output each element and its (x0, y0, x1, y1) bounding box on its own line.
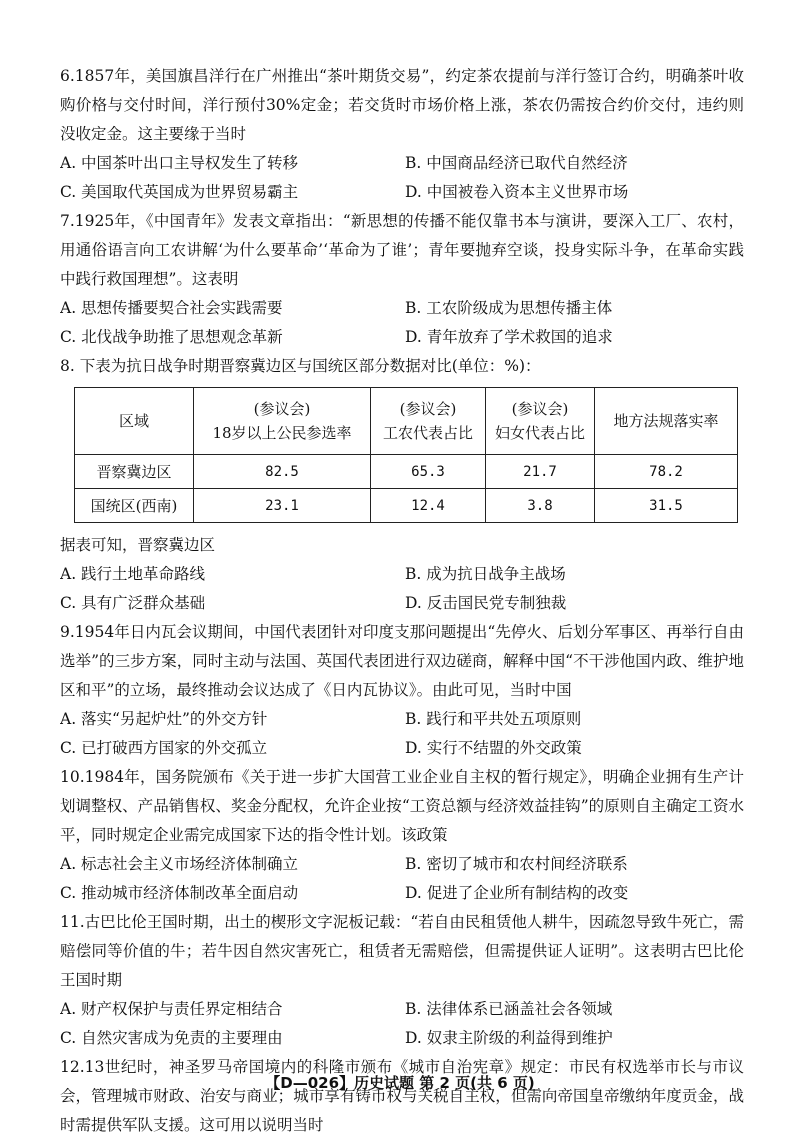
table-cell: 31.5 (595, 489, 738, 523)
option-d[interactable]: D. 中国被卷入资本主义世界市场 (405, 183, 629, 201)
options (60, 149, 744, 207)
options (60, 560, 744, 618)
options (60, 705, 744, 763)
table-cell-region: 国统区(西南) (75, 489, 194, 523)
option-c[interactable]: C. 自然灾害成为免责的主要理由 (60, 1029, 283, 1047)
question-stem: 7.1925年，《中国青年》发表文章指出：“新思想的传播不能仅靠书本与演讲，要深入工厂、农村，用通俗语言向工农讲解‘为什么要革命’‘革命为了谁’；青年要抛弃空谈，投身实际斗争，在革命实践中践行救国理想”。这表明 (60, 212, 744, 288)
table-header-row (75, 388, 738, 455)
question-stem: 9.1954年日内瓦会议期间，中国代表团针对印度支那问题提出“先停火、后划分军事区、再举行自由选举”的三步方案，同时主动与法国、英国代表团进行双边磋商，解释中国“不干涉他国内政、维护地区和平”的立场，最终推动会议达成了《日内瓦协议》。由此可见，当时中国 (60, 623, 744, 699)
page-footer: 【D—026】历史试题 第 2 页(共 6 页) (265, 1074, 535, 1092)
option-c[interactable]: C. 美国取代英国成为世界贸易霸主 (60, 183, 299, 201)
question-10 (60, 763, 744, 908)
question-12 (60, 1053, 744, 1140)
option-a[interactable]: A. 标志社会主义市场经济体制确立 (60, 855, 299, 873)
table-row (75, 455, 738, 489)
data-table (74, 387, 738, 523)
table-header-cell: (参议会) 妇女代表占比 (486, 388, 595, 455)
option-d[interactable]: D. 奴隶主阶级的利益得到维护 (405, 1029, 613, 1047)
table-cell: 3.8 (486, 489, 595, 523)
question-8 (60, 352, 744, 618)
question-stem: 12.13世纪时，神圣罗马帝国境内的科隆市颁布《城市自治宪章》规定：市民有权选举市长与市议会，管理城市财政、治安与商业；城市享有铸币权与关税自主权，但需向帝国皇帝缴纳年度贡金，战时需提供军队支援。这可用以说明当时 (60, 1058, 744, 1134)
table-cell-region: 晋察冀边区 (75, 455, 194, 489)
question-stem: 6.1857年，美国旗昌洋行在广州推出“茶叶期货交易”，约定茶农提前与洋行签订合约，明确茶叶收购价格与交付时间，洋行预付30%定金；若交货时市场价格上涨，茶农仍需按合约价交付，违约则没收定金。这主要缘于当时 (60, 67, 744, 143)
question-stem: 10.1984年，国务院颁布《关于进一步扩大国营工业企业自主权的暂行规定》，明确企业拥有生产计划调整权、产品销售权、奖金分配权，允许企业按“工资总额与经济效益挂钩”的原则自主确定工资水平，同时规定企业需完成国家下达的指令性计划。该政策 (60, 768, 744, 844)
option-d[interactable]: D. 反击国民党专制独裁 (405, 594, 567, 612)
question-9 (60, 618, 744, 763)
question-6 (60, 62, 744, 207)
option-c[interactable]: C. 具有广泛群众基础 (60, 594, 206, 612)
question-stem: 11.古巴比伦王国时期，出土的楔形文字泥板记载：“若自由民租赁他人耕牛，因疏忽导致牛死亡，需赔偿同等价值的牛；若牛因自然灾害死亡，租赁者无需赔偿，但需提供证人证明”。这表明古巴比伦王国时期 (60, 913, 744, 989)
table-cell: 82.5 (194, 455, 371, 489)
option-a[interactable]: A. 财产权保护与责任界定相结合 (60, 1000, 283, 1018)
options (60, 294, 744, 352)
table-header-cell: 地方法规落实率 (595, 388, 738, 455)
option-d[interactable]: D. 实行不结盟的外交政策 (405, 739, 582, 757)
option-c[interactable]: C. 推动城市经济体制改革全面启动 (60, 884, 299, 902)
table-cell: 65.3 (371, 455, 486, 489)
option-b[interactable]: B. 法律体系已涵盖社会各领域 (405, 1000, 613, 1018)
table-header-cell: (参议会) 18岁以上公民参选率 (194, 388, 371, 455)
options (60, 850, 744, 908)
question-11 (60, 908, 744, 1053)
table-row (75, 489, 738, 523)
table-cell: 78.2 (595, 455, 738, 489)
option-b[interactable]: B. 密切了城市和农村间经济联系 (405, 855, 628, 873)
option-a[interactable]: A. 践行土地革命路线 (60, 565, 206, 583)
table-cell: 23.1 (194, 489, 371, 523)
option-a[interactable]: A. 中国茶叶出口主导权发生了转移 (60, 154, 299, 172)
option-b[interactable]: B. 工农阶级成为思想传播主体 (405, 299, 613, 317)
table-header-cell: (参议会) 工农代表占比 (371, 388, 486, 455)
option-d[interactable]: D. 促进了企业所有制结构的改变 (405, 884, 629, 902)
option-b[interactable]: B. 中国商品经济已取代自然经济 (405, 154, 628, 172)
table-cell: 21.7 (486, 455, 595, 489)
option-c[interactable]: C. 已打破西方国家的外交孤立 (60, 739, 268, 757)
question-7 (60, 207, 744, 352)
option-a[interactable]: A. 思想传播要契合社会实践需要 (60, 299, 283, 317)
option-d[interactable]: D. 青年放弃了学术救国的追求 (405, 328, 613, 346)
option-c[interactable]: C. 北伐战争助推了思想观念革新 (60, 328, 283, 346)
table-cell: 12.4 (371, 489, 486, 523)
question-stem: 8. 下表为抗日战争时期晋察冀边区与国统区部分数据对比(单位：%)： (60, 357, 541, 375)
option-b[interactable]: B. 成为抗日战争主战场 (405, 565, 566, 583)
option-a[interactable]: A. 落实“另起炉灶”的外交方针 (60, 710, 268, 728)
options (60, 995, 744, 1053)
question-followup: 据表可知，晋察冀边区 (60, 536, 216, 554)
option-b[interactable]: B. 践行和平共处五项原则 (405, 710, 582, 728)
table-header-cell: 区域 (75, 388, 194, 455)
